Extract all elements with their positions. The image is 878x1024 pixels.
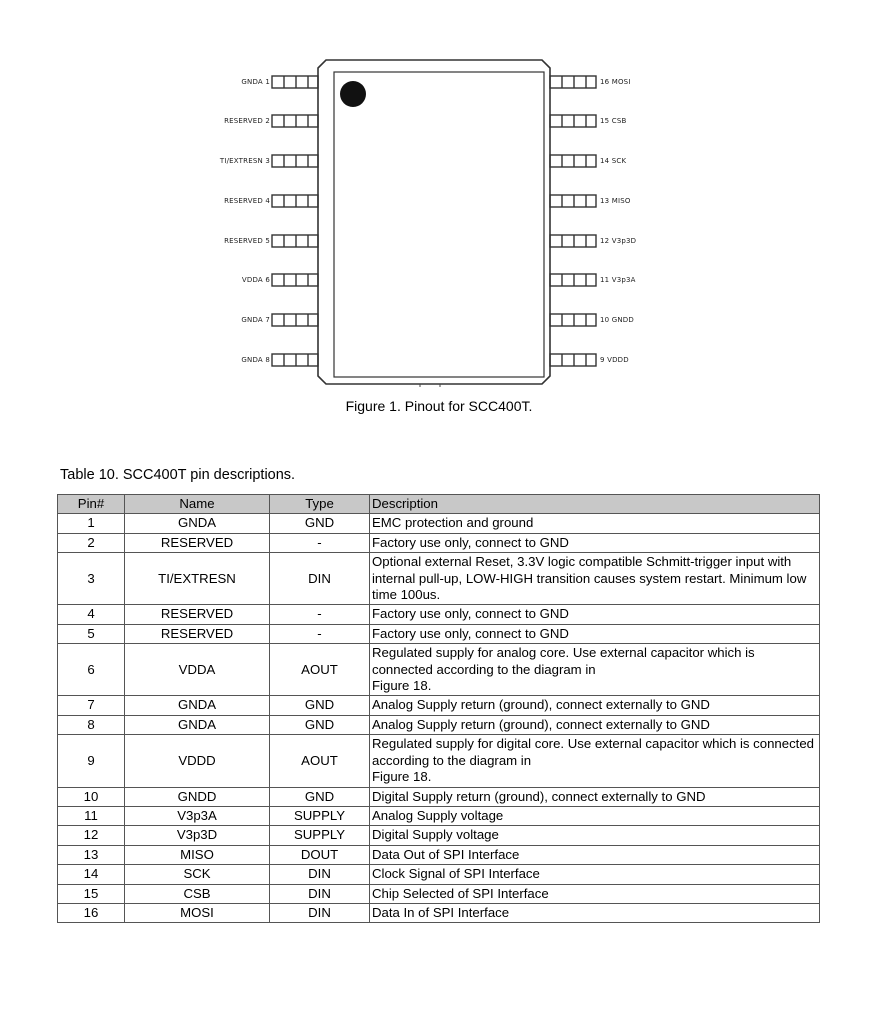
- cell-name: VDDA: [125, 644, 270, 696]
- table-row: [58, 735, 820, 787]
- cell-name: MOSI: [125, 903, 270, 922]
- cell-type: DIN: [270, 553, 370, 605]
- table-row: [58, 553, 820, 605]
- cell-description: Regulated supply for digital core. Use external capacitor which is connected according to the diagram in Figure 18.: [370, 735, 820, 787]
- cell-description: Data Out of SPI Interface: [370, 845, 820, 864]
- cell-name: GNDD: [125, 787, 270, 806]
- table-row: [58, 865, 820, 884]
- cell-type: GND: [270, 787, 370, 806]
- pin-label-6: VDDA 6: [241, 276, 270, 284]
- cell-name: V3p3A: [125, 806, 270, 825]
- cell-pin: 3: [58, 553, 125, 605]
- cell-type: GND: [270, 715, 370, 734]
- cell-description: Factory use only, connect to GND: [370, 624, 820, 643]
- cell-pin: 1: [58, 514, 125, 533]
- cell-type: DIN: [270, 903, 370, 922]
- cell-description: Digital Supply voltage: [370, 826, 820, 845]
- cell-pin: 6: [58, 644, 125, 696]
- pin-label-8: GNDA 8: [241, 356, 270, 364]
- cell-description: Factory use only, connect to GND: [370, 605, 820, 624]
- cell-description: Factory use only, connect to GND: [370, 533, 820, 552]
- cell-type: AOUT: [270, 644, 370, 696]
- pin-lead-left: [272, 274, 318, 286]
- cell-pin: 5: [58, 624, 125, 643]
- cell-name: RESERVED: [125, 605, 270, 624]
- cell-type: -: [270, 624, 370, 643]
- cell-description: Regulated supply for analog core. Use external capacitor which is connected according to the diagram in Figure 18.: [370, 644, 820, 696]
- cell-type: SUPPLY: [270, 806, 370, 825]
- cell-name: VDDD: [125, 735, 270, 787]
- table-row: [58, 826, 820, 845]
- header-description: Description: [370, 495, 820, 514]
- table-row: [58, 644, 820, 696]
- pin-label-12: 12 V3p3D: [600, 237, 637, 245]
- cell-name: MISO: [125, 845, 270, 864]
- pin-label-3: TI/EXTRESN 3: [219, 157, 270, 165]
- header-type: Type: [270, 495, 370, 514]
- cell-pin: 10: [58, 787, 125, 806]
- cell-pin: 13: [58, 845, 125, 864]
- pin-lead-right: [550, 235, 596, 247]
- pin-label-10: 10 GNDD: [600, 316, 634, 324]
- cell-type: DOUT: [270, 845, 370, 864]
- cell-pin: 7: [58, 696, 125, 715]
- cell-description: Analog Supply return (ground), connect externally to GND: [370, 715, 820, 734]
- pin-lead-left: [272, 76, 318, 88]
- cell-type: DIN: [270, 884, 370, 903]
- pin-label-7: GNDA 7: [241, 316, 270, 324]
- cell-description: Optional external Reset, 3.3V logic compatible Schmitt-trigger input with internal pull-up, LOW-HIGH transition causes system restart. Minimum low time 100us.: [370, 553, 820, 605]
- table-row: [58, 624, 820, 643]
- table-row: [58, 696, 820, 715]
- pin-lead-right: [550, 354, 596, 366]
- cell-name: TI/EXTRESN: [125, 553, 270, 605]
- pin-lead-right: [550, 115, 596, 127]
- cell-name: SCK: [125, 865, 270, 884]
- table-row: [58, 533, 820, 552]
- cell-type: -: [270, 533, 370, 552]
- cell-pin: 9: [58, 735, 125, 787]
- cell-description: Clock Signal of SPI Interface: [370, 865, 820, 884]
- table-row: [58, 903, 820, 922]
- pin-lead-left: [272, 354, 318, 366]
- pin-lead-right: [550, 76, 596, 88]
- cell-pin: 11: [58, 806, 125, 825]
- pin-label-5: RESERVED 5: [224, 237, 270, 245]
- cell-description: Analog Supply voltage: [370, 806, 820, 825]
- table-row: [58, 514, 820, 533]
- cell-type: -: [270, 605, 370, 624]
- header-pin: Pin#: [58, 495, 125, 514]
- pin-label-13: 13 MISO: [600, 197, 631, 205]
- pin-label-11: 11 V3p3A: [600, 276, 636, 284]
- pin-lead-left: [272, 195, 318, 207]
- pinout-diagram: [0, 0, 878, 400]
- figure-caption: Figure 1. Pinout for SCC400T.: [345, 398, 533, 414]
- table-row: [58, 884, 820, 903]
- cell-description: EMC protection and ground: [370, 514, 820, 533]
- pin-lead-left: [272, 115, 318, 127]
- pin-lead-right: [550, 274, 596, 286]
- pin-lead-right: [550, 195, 596, 207]
- table-row: [58, 715, 820, 734]
- cell-name: CSB: [125, 884, 270, 903]
- cell-type: DIN: [270, 865, 370, 884]
- pin-label-4: RESERVED 4: [224, 197, 270, 205]
- table-row: [58, 845, 820, 864]
- cell-name: GNDA: [125, 715, 270, 734]
- cell-pin: 16: [58, 903, 125, 922]
- pin-description-table: [57, 494, 820, 923]
- cell-name: V3p3D: [125, 826, 270, 845]
- cell-name: RESERVED: [125, 624, 270, 643]
- pin-label-9: 9 VDDD: [600, 356, 629, 364]
- cell-pin: 8: [58, 715, 125, 734]
- pin-lead-left: [272, 314, 318, 326]
- cell-pin: 14: [58, 865, 125, 884]
- cell-description: Chip Selected of SPI Interface: [370, 884, 820, 903]
- table-row: [58, 605, 820, 624]
- cell-pin: 12: [58, 826, 125, 845]
- pin-lead-right: [550, 314, 596, 326]
- pin-lead-right: [550, 155, 596, 167]
- pin-lead-left: [272, 155, 318, 167]
- cell-description: Digital Supply return (ground), connect externally to GND: [370, 787, 820, 806]
- pin1-marker: [340, 81, 366, 107]
- table-row: [58, 806, 820, 825]
- cell-name: GNDA: [125, 696, 270, 715]
- cell-name: GNDA: [125, 514, 270, 533]
- cell-description: Analog Supply return (ground), connect externally to GND: [370, 696, 820, 715]
- pin-label-16: 16 MOSI: [600, 78, 631, 86]
- pin-label-1: GNDA 1: [241, 78, 270, 86]
- header-name: Name: [125, 495, 270, 514]
- cell-pin: 2: [58, 533, 125, 552]
- cell-type: GND: [270, 696, 370, 715]
- cell-type: AOUT: [270, 735, 370, 787]
- pin-lead-left: [272, 235, 318, 247]
- cell-type: GND: [270, 514, 370, 533]
- pin-label-2: RESERVED 2: [224, 117, 270, 125]
- cell-description: Data In of SPI Interface: [370, 903, 820, 922]
- table-title: Table 10. SCC400T pin descriptions.: [60, 467, 296, 483]
- cell-name: RESERVED: [125, 533, 270, 552]
- table-header-row: [58, 495, 820, 514]
- pin-label-14: 14 SCK: [600, 157, 627, 165]
- pin-label-15: 15 CSB: [600, 117, 627, 125]
- cell-pin: 15: [58, 884, 125, 903]
- cell-pin: 4: [58, 605, 125, 624]
- cell-type: SUPPLY: [270, 826, 370, 845]
- table-row: [58, 787, 820, 806]
